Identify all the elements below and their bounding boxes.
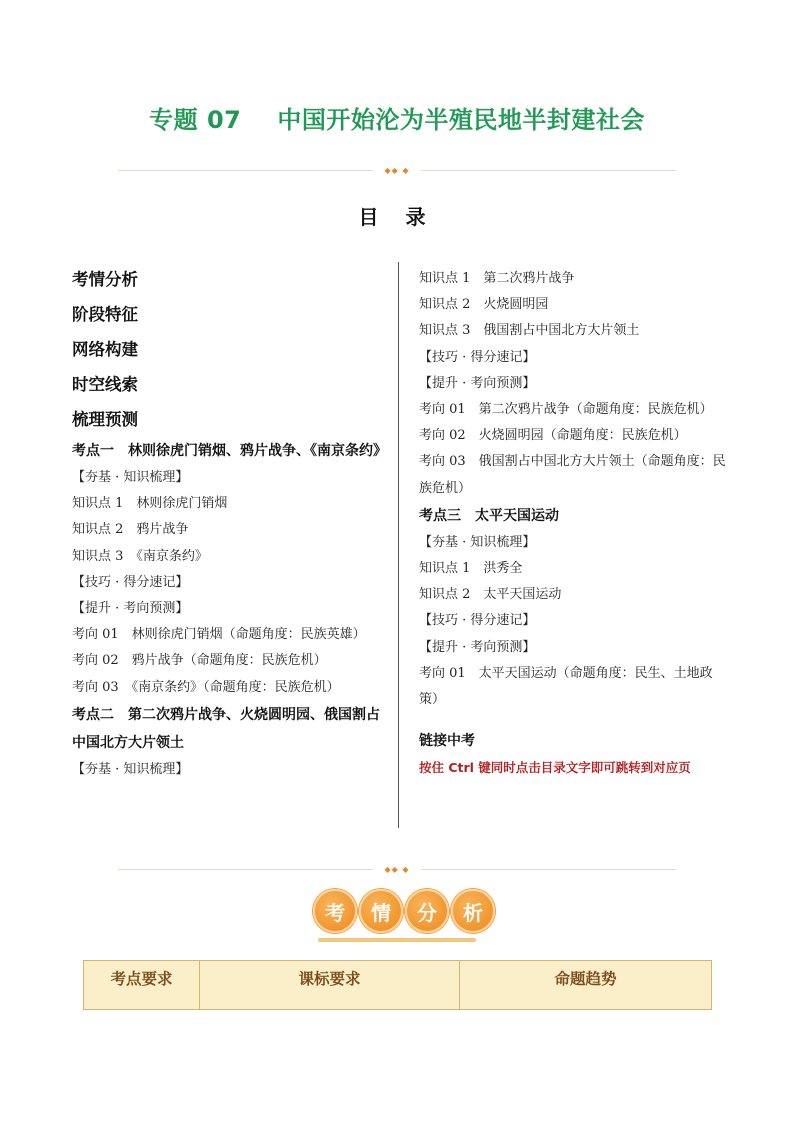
toc-link[interactable]: 【技巧 · 得分速记】 (419, 349, 536, 365)
toc-link[interactable]: 考向 03 俄国割占中国北方大片领土（命题角度：民族危机） (419, 454, 726, 496)
toc-link[interactable]: 考向 01 林则徐虎门销烟（命题角度：民族英雄） (72, 627, 366, 643)
divider-ornament-icon: ◆◆ ◆ (384, 865, 410, 874)
toc-link[interactable]: 阶段特征 (72, 305, 138, 324)
toc-link[interactable]: 时空线索 (72, 375, 138, 394)
section-heading-badges (313, 889, 497, 943)
toc-link[interactable]: 【提升 · 考向预测】 (72, 601, 189, 617)
toc-link[interactable]: 【技巧 · 得分速记】 (72, 574, 189, 590)
topic-number: 专题 07 (149, 106, 242, 134)
toc-link[interactable]: 【夯基 · 知识梳理】 (72, 761, 189, 777)
toc-link[interactable]: 【夯基 · 知识梳理】 (419, 534, 536, 550)
toc-link[interactable]: 梳理预测 (72, 410, 138, 429)
section-badge: 分 (405, 889, 449, 933)
toc-link[interactable]: 知识点 3 《南京条约》 (72, 548, 208, 564)
topic-title: 中国开始沦为半殖民地半封建社会 (277, 106, 645, 134)
toc-link[interactable]: 知识点 2 太平天国运动 (419, 587, 562, 603)
toc-link[interactable]: 考向 01 第二次鸦片战争（命题角度：民族危机） (419, 402, 713, 418)
toc-link[interactable]: 知识点 1 洪秀全 (419, 561, 523, 577)
divider-ornament-icon: ◆◆ ◆ (384, 166, 410, 175)
page-title (0, 100, 794, 135)
toc-link[interactable]: 【技巧 · 得分速记】 (419, 613, 536, 629)
toc-link[interactable]: 网络构建 (72, 340, 138, 359)
toc-link[interactable]: 考向 01 太平天国运动（命题角度：民生、土地政策） (419, 665, 713, 708)
column-divider (398, 262, 399, 828)
toc-link-topic[interactable]: 考点一 林则徐虎门销烟、鸦片战争、《南京条约》 (72, 443, 387, 459)
toc-link-topic[interactable]: 考点三 太平天国运动 (419, 507, 559, 524)
toc-link[interactable]: 考向 02 火烧圆明园（命题角度：民族危机） (419, 428, 687, 444)
toc-link[interactable]: 考向 02 鸦片战争（命题角度：民族危机） (72, 653, 327, 669)
section-badge: 考 (313, 889, 357, 933)
toc-link[interactable]: 【夯基 · 知识梳理】 (72, 470, 189, 485)
toc-link[interactable]: 知识点 1 林则徐虎门销烟 (72, 496, 228, 512)
toc-link[interactable]: 【提升 · 考向预测】 (419, 639, 536, 655)
toc-link-topic[interactable]: 考点二 第二次鸦片战争、火烧圆明园、俄国割占中国北方大片领土 (72, 706, 380, 751)
divider-bottom (118, 865, 676, 875)
toc-link[interactable]: 考情分析 (72, 270, 138, 289)
section-badge: 情 (359, 889, 403, 933)
ctrl-click-note: 按住 Ctrl 键同时点击目录文字即可跳转到对应页 (419, 760, 691, 776)
toc-link[interactable]: 知识点 2 鸦片战争 (72, 522, 189, 538)
toc-left-column (72, 262, 387, 783)
toc-link[interactable]: 考向 03 《南京条约》（命题角度：民族危机） (72, 679, 340, 695)
toc-link-topic[interactable]: 链接中考 (419, 733, 475, 750)
table-header-cell: 考点要求 (84, 961, 200, 1010)
toc-heading: 目 录 (358, 205, 436, 229)
toc-link[interactable]: 【提升 · 考向预测】 (419, 375, 536, 391)
toc-right-column (419, 266, 729, 781)
table-header-cell: 命题趋势 (460, 961, 712, 1010)
table-header-cell: 课标要求 (200, 961, 460, 1010)
requirements-table (83, 960, 712, 1010)
toc-link[interactable]: 知识点 1 第二次鸦片战争 (419, 271, 575, 286)
divider-top (118, 166, 676, 176)
table-header-row (84, 961, 712, 1010)
toc-link[interactable]: 知识点 3 俄国割占中国北方大片领土 (419, 323, 640, 339)
toc-link[interactable]: 知识点 2 火烧圆明园 (419, 297, 549, 313)
section-badge: 析 (451, 889, 495, 933)
